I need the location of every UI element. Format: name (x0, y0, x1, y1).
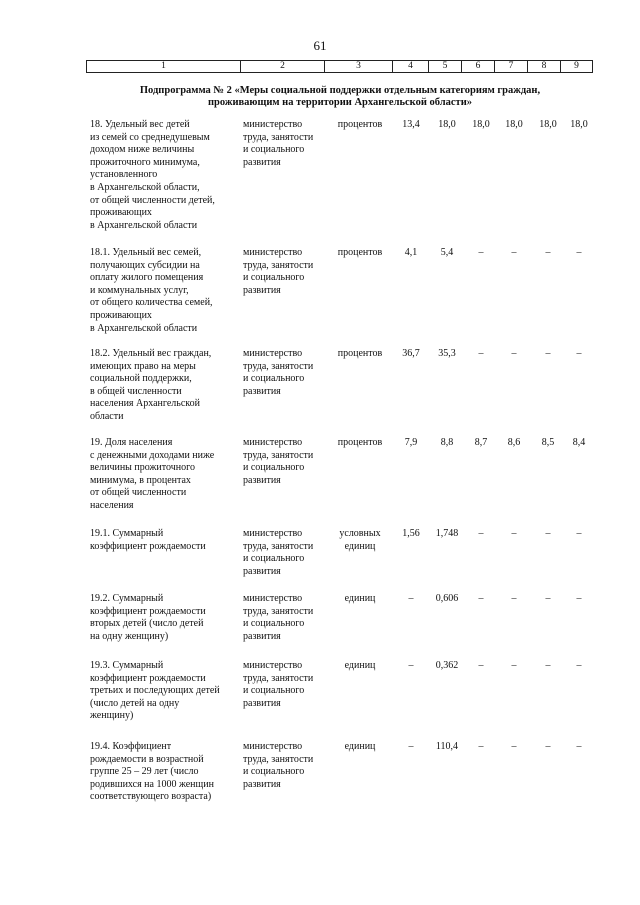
indicator-name-line: в Архангельской области (90, 219, 198, 231)
unit-of-measure (326, 528, 394, 553)
indicator-value: – (511, 247, 517, 258)
indicator-value: – (511, 593, 517, 604)
indicator-value: – (545, 593, 551, 604)
responsible-executor (243, 741, 325, 791)
column-number: 3 (325, 61, 393, 73)
subprogram-title-line: Подпрограмма № 2 «Меры социальной поддержки отдельным категориям граждан, (139, 85, 541, 96)
indicator-name-line: и коммунальных услуг, (90, 284, 189, 296)
indicator-name (90, 660, 240, 723)
indicator-name-line: 19.2. Суммарный (90, 593, 164, 604)
indicator-value: 18,0 (505, 119, 523, 130)
indicator-value: – (478, 593, 484, 604)
indicator-name-line: проживающих (90, 309, 152, 321)
unit-of-measure (326, 741, 394, 754)
indicator-name (90, 528, 240, 553)
responsible-executor-line: и социального (243, 685, 305, 697)
responsible-executor-line: труда, занятости (243, 753, 314, 765)
responsible-executor-line: развития (243, 156, 281, 168)
indicator-name (90, 437, 240, 513)
unit-of-measure-line: процентов (337, 247, 383, 258)
responsible-executor (243, 247, 325, 297)
indicator-name-line: минимума, в процентах (90, 474, 191, 486)
responsible-executor-line: труда, занятости (243, 540, 314, 552)
indicator-name (90, 593, 240, 643)
indicator-name-line: соответствующего возраста) (90, 791, 212, 803)
responsible-executor-line: и социального (243, 144, 305, 156)
indicator-name-line: женщину) (90, 710, 134, 722)
indicator-name-line: коэффициент рождаемости (90, 605, 206, 617)
unit-of-measure (326, 437, 394, 450)
responsible-executor-line: труда, занятости (243, 449, 314, 461)
unit-of-measure-line: условных (339, 528, 381, 539)
unit-of-measure (326, 247, 394, 260)
column-number: 4 (393, 61, 429, 73)
responsible-executor-line: труда, занятости (243, 360, 314, 372)
indicator-value: – (545, 528, 551, 539)
unit-of-measure (326, 119, 394, 132)
indicator-name-line: социальной поддержки, (90, 373, 192, 385)
responsible-executor-line: министерство (243, 660, 303, 671)
indicator-value: 1,56 (402, 528, 420, 539)
indicator-value: – (408, 660, 414, 671)
responsible-executor (243, 660, 325, 710)
indicator-value: – (545, 247, 551, 258)
indicator-name-line: в Архангельской области (90, 322, 198, 334)
unit-of-measure-line: процентов (337, 119, 383, 130)
responsible-executor-line: развития (243, 565, 281, 577)
indicator-name-line: третьих и последующих детей (90, 685, 220, 697)
indicator-name (90, 741, 240, 804)
indicator-value: – (511, 660, 517, 671)
responsible-executor-line: труда, занятости (243, 131, 314, 143)
indicator-name-line: коэффициент рождаемости (90, 540, 206, 552)
indicator-name-line: 18.1. Удельный вес семей, (90, 247, 202, 258)
indicator-name-line: прожиточного минимума, (90, 156, 200, 168)
indicator-name-line: 18.2. Удельный вес граждан, (90, 348, 212, 359)
indicator-name-line: из семей со среднедушевым (90, 131, 210, 143)
responsible-executor-line: развития (243, 778, 281, 790)
indicator-value: 8,4 (572, 437, 586, 448)
indicator-name-line: родившихся на 1000 женщин (90, 778, 214, 790)
column-number: 1 (87, 61, 241, 73)
indicator-value: – (576, 348, 582, 359)
responsible-executor-line: развития (243, 284, 281, 296)
indicator-name-line: проживающих (90, 207, 152, 219)
indicator-value: – (576, 528, 582, 539)
indicator-value: – (576, 247, 582, 258)
page-number: 61 (313, 38, 327, 53)
indicator-value: 110,4 (435, 741, 459, 752)
responsible-executor-line: министерство (243, 593, 303, 604)
indicator-value: – (511, 528, 517, 539)
indicator-value: – (545, 348, 551, 359)
indicator-value: – (545, 660, 551, 671)
unit-of-measure (326, 593, 394, 606)
indicator-name-line: населения (90, 499, 134, 511)
subprogram-title (100, 85, 580, 109)
indicator-name-line: от общей численности детей, (90, 194, 215, 206)
indicator-value: – (408, 593, 414, 604)
indicator-name-line: группе 25 – 29 лет (число (90, 766, 199, 778)
column-number: 8 (528, 61, 561, 73)
indicator-value: 4,1 (404, 247, 418, 258)
unit-of-measure-line: единиц (344, 741, 376, 752)
indicator-name-line: получающих субсидии на (90, 259, 200, 271)
unit-of-measure-line: единиц (344, 540, 376, 552)
indicator-name-line: величины прожиточного (90, 462, 195, 474)
responsible-executor-line: развития (243, 630, 281, 642)
indicator-value: 36,7 (402, 348, 420, 359)
indicator-name-line: установленного (90, 169, 158, 181)
indicator-value: – (545, 741, 551, 752)
responsible-executor-line: министерство (243, 348, 303, 359)
responsible-executor-line: развития (243, 385, 281, 397)
subprogram-title-line: проживающим на территории Архангельской области» (207, 97, 473, 108)
indicator-value: – (576, 593, 582, 604)
indicator-name-line: на одну женщину) (90, 630, 169, 642)
unit-of-measure-line: единиц (344, 593, 376, 604)
indicator-name-line: имеющих право на меры (90, 360, 196, 372)
indicator-name-line: 19.1. Суммарный (90, 528, 164, 539)
indicator-value: 8,5 (541, 437, 555, 448)
indicator-name-line: оплату жилого помещения (90, 272, 204, 284)
indicator-name-line: в общей численности (90, 385, 182, 397)
indicator-name (90, 247, 240, 335)
indicator-name-line: области (90, 410, 124, 422)
indicator-name-line: 18. Удельный вес детей (90, 119, 190, 130)
responsible-executor-line: министерство (243, 119, 303, 130)
indicator-name (90, 119, 240, 232)
indicator-value: – (511, 741, 517, 752)
indicator-name-line: 19.3. Суммарный (90, 660, 164, 671)
responsible-executor-line: и социального (243, 373, 305, 385)
indicator-name-line: населения Архангельской (90, 398, 200, 410)
responsible-executor-line: труда, занятости (243, 605, 314, 617)
indicator-name-line: вторых детей (число детей (90, 618, 204, 630)
responsible-executor-line: развития (243, 697, 281, 709)
unit-of-measure (326, 660, 394, 673)
responsible-executor-line: министерство (243, 528, 303, 539)
indicator-value: – (408, 741, 414, 752)
unit-of-measure-line: единиц (344, 660, 376, 671)
responsible-executor (243, 593, 325, 643)
responsible-executor-line: министерство (243, 247, 303, 258)
indicator-value: 0,362 (435, 660, 459, 671)
column-number: 6 (462, 61, 495, 73)
indicator-value: – (478, 741, 484, 752)
indicator-value: – (478, 247, 484, 258)
column-number: 5 (429, 61, 462, 73)
indicator-value: 5,4 (440, 247, 454, 258)
indicator-name-line: от общей численности (90, 487, 187, 499)
indicator-name-line: рождаемости в возрастной (90, 753, 204, 765)
responsible-executor-line: развития (243, 474, 281, 486)
responsible-executor-line: и социального (243, 462, 305, 474)
indicator-value: 18,0 (438, 119, 456, 130)
responsible-executor (243, 437, 325, 487)
indicator-value: 1,748 (435, 528, 459, 539)
indicator-value: 13,4 (402, 119, 420, 130)
column-number: 7 (495, 61, 528, 73)
responsible-executor (243, 528, 325, 578)
responsible-executor-line: министерство (243, 741, 303, 752)
indicator-value: 8,6 (507, 437, 521, 448)
indicator-value: – (478, 348, 484, 359)
indicator-value: – (576, 741, 582, 752)
indicator-value: – (576, 660, 582, 671)
responsible-executor (243, 119, 325, 169)
column-number-header (86, 60, 593, 73)
indicator-name (90, 348, 240, 424)
unit-of-measure (326, 348, 394, 361)
indicator-name-line: доходом ниже величины (90, 144, 195, 156)
indicator-name-line: с денежными доходами ниже (90, 449, 215, 461)
indicator-value: 18,0 (539, 119, 557, 130)
indicator-value: 7,9 (404, 437, 418, 448)
indicator-name-line: 19.4. Коэффициент (90, 741, 172, 752)
responsible-executor-line: и социального (243, 272, 305, 284)
indicator-name-line: в Архангельской области, (90, 181, 200, 193)
unit-of-measure-line: процентов (337, 437, 383, 448)
responsible-executor-line: и социального (243, 766, 305, 778)
indicator-name-line: 19. Доля населения (90, 437, 173, 448)
column-number: 9 (561, 61, 593, 73)
responsible-executor-line: министерство (243, 437, 303, 448)
responsible-executor-line: труда, занятости (243, 672, 314, 684)
responsible-executor-line: труда, занятости (243, 259, 314, 271)
indicator-value: 35,3 (438, 348, 456, 359)
column-number: 2 (241, 61, 325, 73)
indicator-value: 8,7 (474, 437, 488, 448)
indicator-value: – (511, 348, 517, 359)
unit-of-measure-line: процентов (337, 348, 383, 359)
indicator-value: – (478, 528, 484, 539)
indicator-value: 8,8 (440, 437, 454, 448)
indicator-value: – (478, 660, 484, 671)
indicator-name-line: от общего количества семей, (90, 297, 213, 309)
indicator-name-line: коэффициент рождаемости (90, 672, 206, 684)
responsible-executor-line: и социального (243, 553, 305, 565)
indicator-value: 18,0 (472, 119, 490, 130)
indicator-value: 18,0 (570, 119, 588, 130)
indicator-value: 0,606 (435, 593, 459, 604)
indicator-name-line: (число детей на одну (90, 697, 180, 709)
responsible-executor-line: и социального (243, 618, 305, 630)
responsible-executor (243, 348, 325, 398)
